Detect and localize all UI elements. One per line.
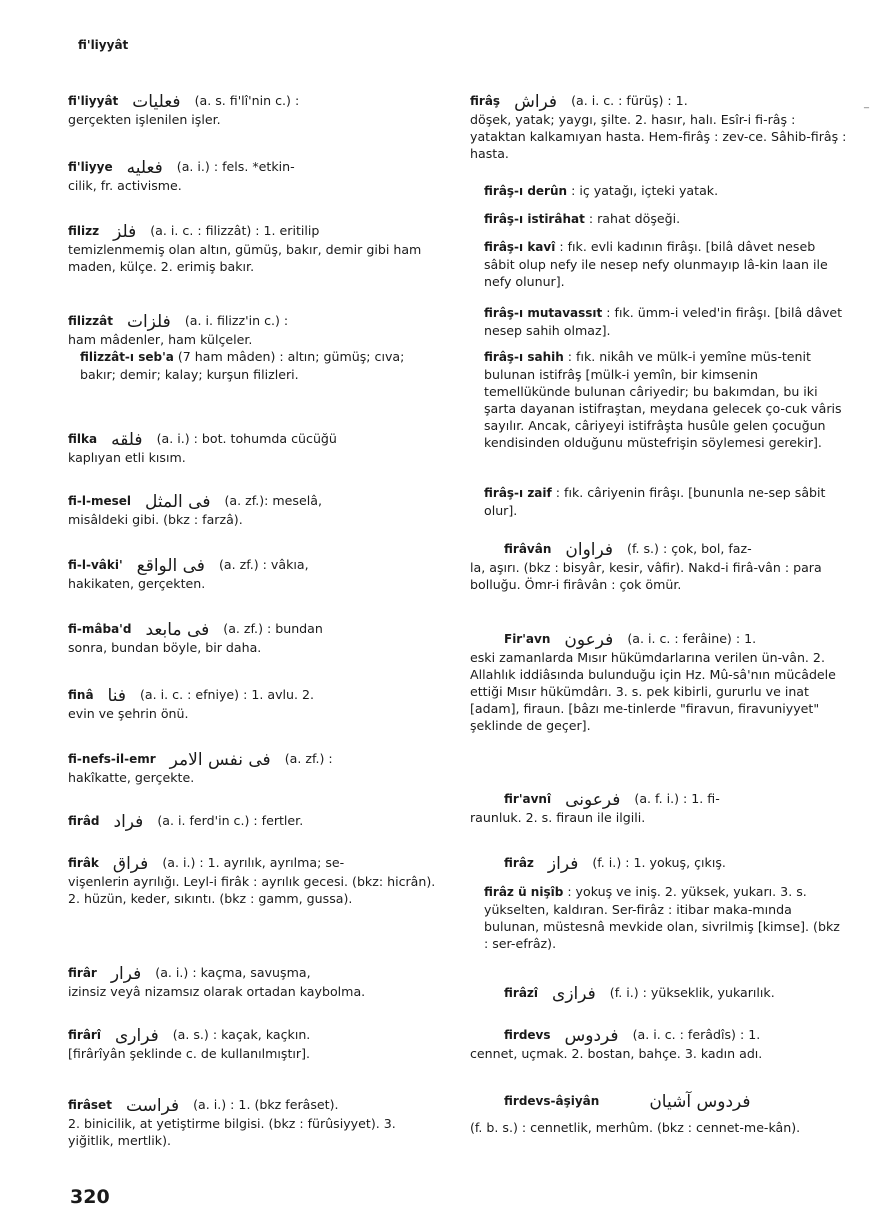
grammar: (a. i.) : 1. (bkz ferâset). (193, 1097, 339, 1112)
arabic-script: فردوس آشيان (649, 1092, 751, 1112)
entry (470, 484, 848, 519)
entry (470, 630, 848, 734)
grammar: (a. zf.) : (284, 751, 333, 766)
definition: temizlenmemiş olan altın, gümüş, bakır, demir gibi ham maden, külçe. 2. erimiş bakır. (68, 242, 422, 274)
entry (68, 430, 444, 466)
headword: firârî (68, 1028, 101, 1042)
definition: : fık. nikâh ve mülk-i yemîne müs-tenit bulunan istifrâş [mülk-i yemîn, bir kimsenin temellükünde bulunan câriyedir; bu bakımdan, bu iki şarta dayanan istifraştan, meydana gelecek ço-cuk vâris sayılır. Ancak, câriyeyi istifrâşta husûle gelen çocuğun kendisinden olduğunu müstefrişin söylemesi gerekir]. (484, 349, 842, 450)
entry (68, 964, 444, 1000)
entry (470, 1026, 848, 1062)
arabic-script: فراوان (565, 540, 614, 560)
grammar: (a. s.) : kaçak, kaçkın. (172, 1027, 311, 1042)
headword: firâzî (504, 986, 539, 1000)
entry (470, 348, 848, 451)
grammar: (a. i. c. : fürüş) : 1. (571, 93, 688, 108)
arabic-script: فرارى (114, 1026, 159, 1046)
headword: filka (68, 432, 98, 446)
headword: firâş-ı sahih (484, 350, 564, 364)
definition: cilik, fr. activisme. (68, 178, 182, 193)
entry (470, 92, 848, 162)
headword: fi-l-mesel (68, 494, 132, 508)
sub-definition: : yokuş ve iniş. 2. yüksek, yukarı. 3. s. yükselten, kaldıran. Ser-firâz : itibar maka-mında bulunan, müstesnâ mevkide olan, sivrilmiş [kimse]. (bkz : ser-efrâz). (484, 884, 840, 951)
headword: firdevs-âşiyân (504, 1094, 600, 1108)
headword: firâr (68, 966, 97, 980)
definition: izinsiz veyâ nizamsız olarak ortadan kaybolma. (68, 984, 366, 999)
definition: kaplıyan etli kısım. (68, 450, 186, 465)
grammar: (a. zf.): meselâ, (224, 493, 322, 508)
arabic-script: فراش (514, 92, 558, 112)
grammar: (a. i.) : bot. tohumda cücüğü (156, 431, 337, 446)
arabic-script: فعليه (126, 158, 163, 178)
headword: firâvân (504, 542, 552, 556)
arabic-script: فراق (112, 854, 149, 874)
arabic-script: فلقه (111, 430, 143, 450)
definition: [firârîyân şeklinde c. de kullanılmıştır]. (68, 1046, 311, 1061)
entry (68, 92, 444, 128)
grammar: (a. i. ferd'in c.) : fertler. (157, 813, 304, 828)
definition: sonra, bundan böyle, bir daha. (68, 640, 262, 655)
arabic-script: فلز (113, 222, 137, 242)
running-head: fi'liyyât (78, 38, 129, 52)
headword: fi-mâba'd (68, 622, 132, 636)
headword: filizz (68, 224, 100, 238)
arabic-script: فلزات (126, 312, 171, 332)
headword: firâş-ı derûn (484, 184, 568, 198)
entry (470, 540, 848, 593)
headword: firâş-ı istirâhat (484, 212, 585, 226)
definition: döşek, yatak; yaygı, şilte. 2. hasır, halı. Esîr-i fi-râş : yataktan kalkamıyan hasta. Hem-firâş : zev-ce. Sâhib-firâş : hasta. (470, 112, 847, 161)
headword: firâş-ı zaif (484, 486, 552, 500)
entry (68, 750, 444, 786)
entry (68, 1096, 444, 1149)
grammar: (a. zf.) : bundan (223, 621, 323, 636)
entry (68, 158, 444, 194)
definition: (f. b. s.) : cennetlik, merhûm. (bkz : cennet-me-kân). (470, 1120, 801, 1135)
definition: : fık. evli kadının firâşı. [bilâ dâvet neseb sâbit olup nefy ile nesep nefy olunmayıp lâ-kin laan ile nefy olunur]. (484, 239, 828, 289)
entry (470, 182, 848, 200)
headword: fi'liyyât (68, 94, 119, 108)
grammar: (a. i.) : fels. *etkin- (176, 159, 295, 174)
definition: 2. binicilik, at yetiştirme bilgisi. (bkz : fürûsiyyet). 3. yiğitlik, mertlik). (68, 1116, 396, 1148)
definition: vişenlerin ayrılığı. Leyl-i firâk : ayrılık gecesi. (bkz: hicrân). 2. hüzün, keder, sıkıntı. (bkz : gamm, gussa). (68, 874, 436, 906)
entry (68, 686, 444, 722)
entry (470, 210, 848, 228)
headword: fi'liyye (68, 160, 113, 174)
definition: ham mâdenler, ham külçeler. (68, 332, 253, 347)
entry (470, 984, 848, 1003)
grammar: (a. i. c. : filizzât) : 1. eritilip (150, 223, 320, 238)
arabic-script: فنا (107, 686, 126, 706)
grammar: (a. i. c. : efniye) : 1. avlu. 2. (140, 687, 315, 702)
sub-definition: (7 ham mâden) : altın; gümüş; cıva; bakır; demir; kalay; kurşun filizleri. (80, 349, 405, 382)
entry (470, 790, 848, 826)
grammar: (a. i.) : kaçma, savuşma, (155, 965, 311, 980)
entry (68, 854, 444, 907)
grammar: (f. i.) : yükseklik, yukarılık. (609, 985, 775, 1000)
entry (470, 854, 848, 952)
definition: : fık. câriyenin firâşı. [bununla ne-sep sâbit olur]. (484, 485, 826, 518)
definition: raunluk. 2. s. firaun ile ilgili. (470, 810, 646, 825)
headword: firâset (68, 1098, 112, 1112)
definition: cennet, uçmak. 2. bostan, bahçe. 3. kadın adı. (470, 1046, 763, 1061)
headword: firdevs (504, 1028, 551, 1042)
arabic-script: فرعون (564, 630, 614, 650)
headword: fir'avnî (504, 792, 552, 806)
grammar: (a. i. filizz'in c.) : (184, 313, 289, 328)
grammar: (f. i.) : 1. yokuş, çıkış. (592, 855, 726, 870)
grammar: (a. zf.) : vâkıa, (218, 557, 309, 572)
entry (68, 812, 444, 831)
arabic-script: فرعونى (565, 790, 621, 810)
arabic-script: فى مابعد (145, 620, 210, 640)
arabic-script: فراست (125, 1096, 180, 1116)
grammar: (a. i. c. : ferâdîs) : 1. (632, 1027, 761, 1042)
headword: firâş-ı kavî (484, 240, 556, 254)
grammar: (a. f. i.) : 1. fi- (634, 791, 720, 806)
grammar: (a. i. c. : ferâine) : 1. (627, 631, 757, 646)
definition: : iç yatağı, içteki yatak. (571, 183, 719, 198)
definition: : rahat döşeği. (588, 211, 681, 226)
headword: firâk (68, 856, 99, 870)
headword: Fir'avn (504, 632, 551, 646)
grammar: (f. s.) : çok, bol, faz- (627, 541, 752, 556)
arabic-script: فى المثل (145, 492, 211, 512)
entry (68, 312, 444, 383)
arabic-script: فردوس (564, 1026, 619, 1046)
arabic-script: فرار (110, 964, 142, 984)
arabic-script: فرازى (552, 984, 596, 1004)
headword: firâz (504, 856, 534, 870)
margin-mark: _ (864, 98, 869, 109)
entry (68, 1026, 444, 1062)
definition: eski zamanlarda Mısır hükümdarlarına verilen ün-vân. 2. Allahlık iddiâsında bulunduğu için Hz. Mû-sâ'nın mücâdele ettiği Mısır hükümdârı. 3. s. pek kibirli, gururlu ve inat [adam], firaun. [bâzı me-tinlerde "firavun, firavuniyyet" şeklinde de geçer]. (470, 650, 836, 733)
entry (470, 1092, 848, 1136)
page-number: 320 (70, 1186, 110, 1208)
headword: filizzât (68, 314, 113, 328)
entry (68, 222, 444, 275)
headword: firâş-ı mutavassıt (484, 306, 603, 320)
arabic-script: فراد (113, 812, 144, 832)
entry (470, 238, 848, 290)
definition: evin ve şehrin önü. (68, 706, 189, 721)
arabic-script: فى الواقع (136, 556, 205, 576)
sub-headword: filizzât-ı seb'a (80, 350, 174, 364)
arabic-script: فعليات (132, 92, 181, 112)
definition: misâldeki gibi. (bkz : farzâ). (68, 512, 243, 527)
definition: : fık. ümm-i veled'in firâşı. [bilâ dâvet nesep sahih olmaz]. (484, 305, 843, 338)
entry (68, 620, 444, 656)
definition: hakikaten, gerçekten. (68, 576, 206, 591)
headword: firâş (470, 94, 501, 108)
headword: finâ (68, 688, 94, 702)
arabic-script: فى نفس الامر (169, 750, 271, 770)
definition: la, aşırı. (bkz : bisyâr, kesir, vâfir). Nakd-i firâ-vân : para bolluğu. Ömr-i firâvân : çok ömür. (470, 560, 822, 592)
definition: hakîkatte, gerçekte. (68, 770, 195, 785)
headword: fi-l-vâki' (68, 558, 123, 572)
entry (68, 492, 444, 528)
entry (68, 556, 444, 592)
headword: firâd (68, 814, 100, 828)
definition: gerçekten işlenilen işler. (68, 112, 221, 127)
headword: fi-nefs-il-emr (68, 752, 156, 766)
sub-headword: firâz ü nişîb (484, 885, 564, 899)
grammar: (a. s. fi'lî'nin c.) : (194, 93, 300, 108)
arabic-script: فراز (547, 854, 579, 874)
grammar: (a. i.) : 1. ayrılık, ayrılma; se- (162, 855, 345, 870)
entry (470, 304, 848, 339)
